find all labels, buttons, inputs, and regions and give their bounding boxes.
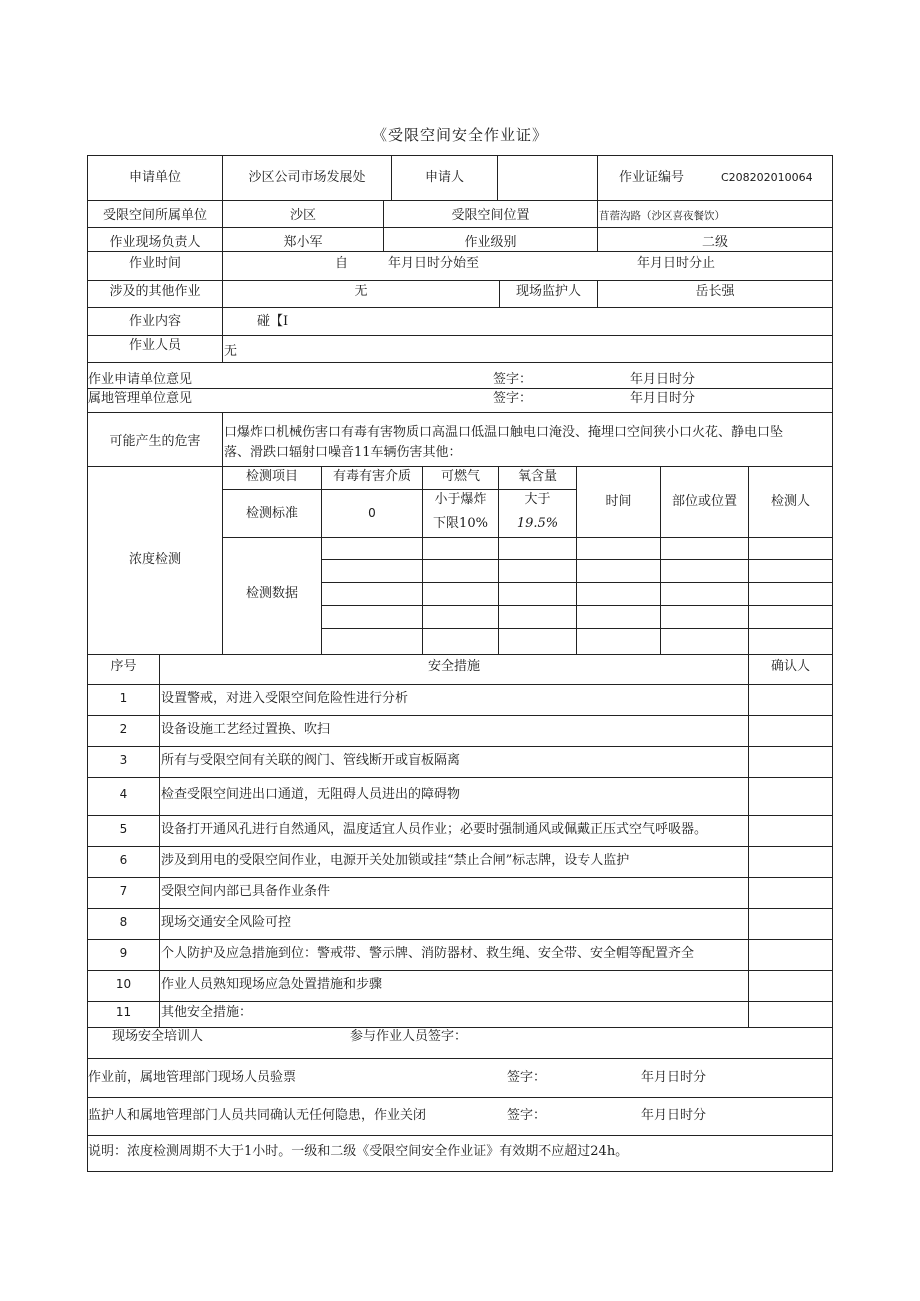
grid-line [321, 628, 833, 629]
measure-confirm-cell[interactable] [750, 820, 830, 840]
measures-col-confirm: 确认人 [770, 659, 810, 674]
gas-col-position: 部位或位置 [671, 494, 737, 509]
measure-number: 8 [119, 914, 128, 929]
work-content-value: 碰【I [257, 314, 289, 329]
measure-text: 设备打开通风孔进行自然通风，温度适宜人员作业；必要时强制通风或佩戴正压式空气呼吸器。 [161, 821, 708, 837]
work-time-label: 作业时间 [128, 256, 181, 271]
grid-line [87, 877, 833, 878]
measure-number: 11 [115, 1005, 132, 1019]
grid-line [597, 155, 598, 201]
grid-line [87, 939, 833, 940]
grid-line [87, 155, 833, 156]
other-work-label: 涉及的其他作业 [109, 284, 201, 299]
measure-text: 个人防护及应急措施到位：警戒带、警示牌、消防器材、救生绳、安全带、安全帽等配置齐全 [161, 945, 695, 961]
grid-line [87, 227, 833, 228]
measure-number: 3 [119, 752, 128, 767]
measure-text: 受限空间内部已具备作业条件 [161, 883, 331, 899]
applicant-label: 申请人 [424, 170, 464, 185]
grid-line [87, 654, 833, 655]
measures-col-no: 序号 [110, 659, 137, 674]
page-title: 《受限空间安全作业证》 [371, 126, 548, 144]
measure-number: 2 [119, 721, 128, 736]
gas-std-oxygen-2: 19.5% [516, 516, 559, 531]
grid-line [222, 466, 223, 655]
hazards-line-2: 落、滑跌口辐射口噪音11车辆伤害其他： [224, 445, 462, 460]
note-text: 说明：浓度检测周期不大于1小时。一级和二级《受限空间安全作业证》有效期不应超过24h。 [88, 1144, 629, 1159]
measure-confirm-cell[interactable] [750, 720, 830, 740]
measures-col-measure: 安全措施 [427, 659, 480, 674]
acceptance-before-sign: 签字： [507, 1070, 547, 1085]
measure-number: 5 [119, 821, 128, 836]
measure-text: 涉及到用电的受限空间作业，电源开关处加锁或挂“禁止合闸”标志牌，设专人监护 [161, 852, 630, 868]
grid-line [87, 412, 833, 413]
measure-text: 设置警戒，对进入受限空间危险性进行分析 [161, 690, 409, 706]
site-leader-value: 郑小军 [283, 235, 323, 250]
grid-line [222, 307, 223, 363]
work-level-label: 作业级别 [464, 235, 517, 250]
gas-std-toxic: 0 [368, 506, 376, 520]
owner-opinion-label: 属地管理单位意见 [88, 391, 193, 406]
grid-line [87, 970, 833, 971]
measure-text: 检查受限空间进出口通道，无阻碍人员进出的障碍物 [161, 787, 461, 802]
gas-col-tester: 检测人 [770, 494, 810, 509]
grid-line [87, 715, 833, 716]
grid-line [87, 684, 833, 685]
gas-item-label: 检测项目 [245, 469, 298, 484]
gas-std-label: 检测标准 [245, 506, 298, 521]
participants-label: 参与作业人员签字： [350, 1029, 468, 1044]
grid-line [87, 777, 833, 778]
acceptance-close-sign: 签字： [507, 1108, 547, 1123]
work-level-value: 二级 [701, 235, 728, 250]
measure-confirm-cell[interactable] [750, 975, 830, 995]
measure-number: 7 [119, 883, 128, 898]
acceptance-before-date: 年月日时分 [641, 1070, 707, 1085]
owner-opinion-date: 年月日时分 [630, 391, 696, 406]
grid-line [87, 388, 833, 389]
gas-detection-label: 浓度检测 [128, 552, 181, 567]
owner-unit-value: 沙区 [289, 208, 316, 223]
gas-std-flammable-2: 下限10% [433, 516, 488, 531]
site-leader-label: 作业现场负责人 [109, 235, 201, 250]
measure-number: 10 [115, 976, 132, 991]
hazards-label: 可能产生的危害 [109, 434, 201, 449]
measure-confirm-cell[interactable] [750, 751, 830, 771]
grid-line [222, 412, 223, 467]
measure-text: 现场交通安全风险可控 [161, 914, 292, 930]
hazards-line-1: 口爆炸口机械伤害口有毒有害物质口高温口低温口触电口淹没、掩埋口空间狭小口火花、静电口坠 [224, 425, 784, 440]
gas-col-oxygen: 氧含量 [517, 469, 557, 484]
gas-col-time: 时间 [605, 494, 632, 509]
grid-line [159, 654, 160, 1028]
grid-line [222, 251, 223, 281]
apply-opinion-sign: 签字： [493, 372, 533, 387]
gas-data-label: 检测数据 [245, 586, 298, 601]
acceptance-close-label: 监护人和属地管理部门人员共同确认无任何隐患，作业关闭 [88, 1108, 427, 1123]
monitor-label: 现场监护人 [515, 284, 581, 299]
permit-no-value: C208202010064 [721, 171, 813, 184]
work-time-start: 年月日时分始至 [388, 256, 480, 271]
grid-line [321, 559, 833, 560]
measure-text: 其他安全措施： [161, 1005, 253, 1020]
grid-line [87, 200, 833, 201]
grid-line [87, 908, 833, 909]
work-content-label: 作业内容 [128, 314, 181, 329]
grid-line [87, 307, 833, 308]
measure-number: 1 [119, 690, 128, 705]
grid-line [497, 155, 498, 201]
grid-line [87, 1058, 833, 1059]
work-time-from: 自 [335, 256, 349, 271]
owner-unit-label: 受限空间所属单位 [102, 208, 207, 223]
measure-number: 4 [119, 787, 128, 801]
grid-line [87, 1001, 833, 1002]
apply-opinion-date: 年月日时分 [630, 372, 696, 387]
measure-confirm-cell[interactable] [750, 944, 830, 964]
apply-opinion-label: 作业申请单位意见 [88, 372, 193, 387]
measure-text: 设备设施工艺经过置换、吹扫 [161, 721, 331, 737]
gas-col-toxic: 有毒有害介质 [332, 469, 411, 484]
other-work-value: 无 [354, 284, 368, 299]
work-time-end: 年月日时分止 [637, 256, 716, 271]
measure-confirm-cell[interactable] [750, 882, 830, 902]
measure-confirm-cell[interactable] [750, 851, 830, 871]
grid-line [321, 466, 322, 655]
measure-text: 所有与受限空间有关联的阀门、管线断开或盲板隔离 [161, 752, 461, 768]
measure-number: 9 [119, 945, 128, 960]
acceptance-before-label: 作业前，属地管理部门现场人员验票 [88, 1070, 297, 1085]
grid-line [87, 846, 833, 847]
measure-confirm-cell[interactable] [750, 689, 830, 709]
grid-line [87, 1097, 833, 1098]
grid-line [87, 1135, 833, 1136]
grid-line [87, 362, 833, 363]
measure-confirm-cell[interactable] [750, 785, 830, 805]
measure-text: 作业人员熟知现场应急处置措施和步骤 [161, 976, 383, 992]
apply-unit-value: 沙区公司市场发展处 [248, 170, 366, 185]
apply-unit-label: 申请单位 [128, 170, 181, 185]
location-label: 受限空间位置 [451, 208, 530, 223]
monitor-value: 岳长强 [695, 284, 735, 299]
grid-line [321, 605, 833, 606]
grid-line [87, 815, 833, 816]
measure-confirm-cell[interactable] [750, 1003, 830, 1023]
grid-line [87, 1171, 833, 1172]
grid-line [87, 280, 833, 281]
gas-col-flammable: 可燃气 [440, 469, 480, 484]
personnel-label: 作业人员 [128, 338, 181, 353]
personnel-value: 无 [224, 344, 238, 359]
measure-confirm-cell[interactable] [750, 913, 830, 933]
gas-std-oxygen-1: 大于 [524, 492, 551, 507]
owner-opinion-sign: 签字： [493, 391, 533, 406]
trainer-label: 现场安全培训人 [112, 1029, 204, 1044]
grid-line [748, 654, 749, 1028]
grid-line [321, 582, 833, 583]
measure-number: 6 [119, 852, 128, 867]
acceptance-close-date: 年月日时分 [641, 1108, 707, 1123]
gas-std-flammable-1: 小于爆炸 [434, 492, 487, 507]
location-value: 苜蓿沟路（沙区喜夜餐饮） [599, 210, 725, 222]
grid-line [87, 746, 833, 747]
grid-line [222, 537, 833, 538]
permit-no-label: 作业证编号 [619, 170, 685, 185]
